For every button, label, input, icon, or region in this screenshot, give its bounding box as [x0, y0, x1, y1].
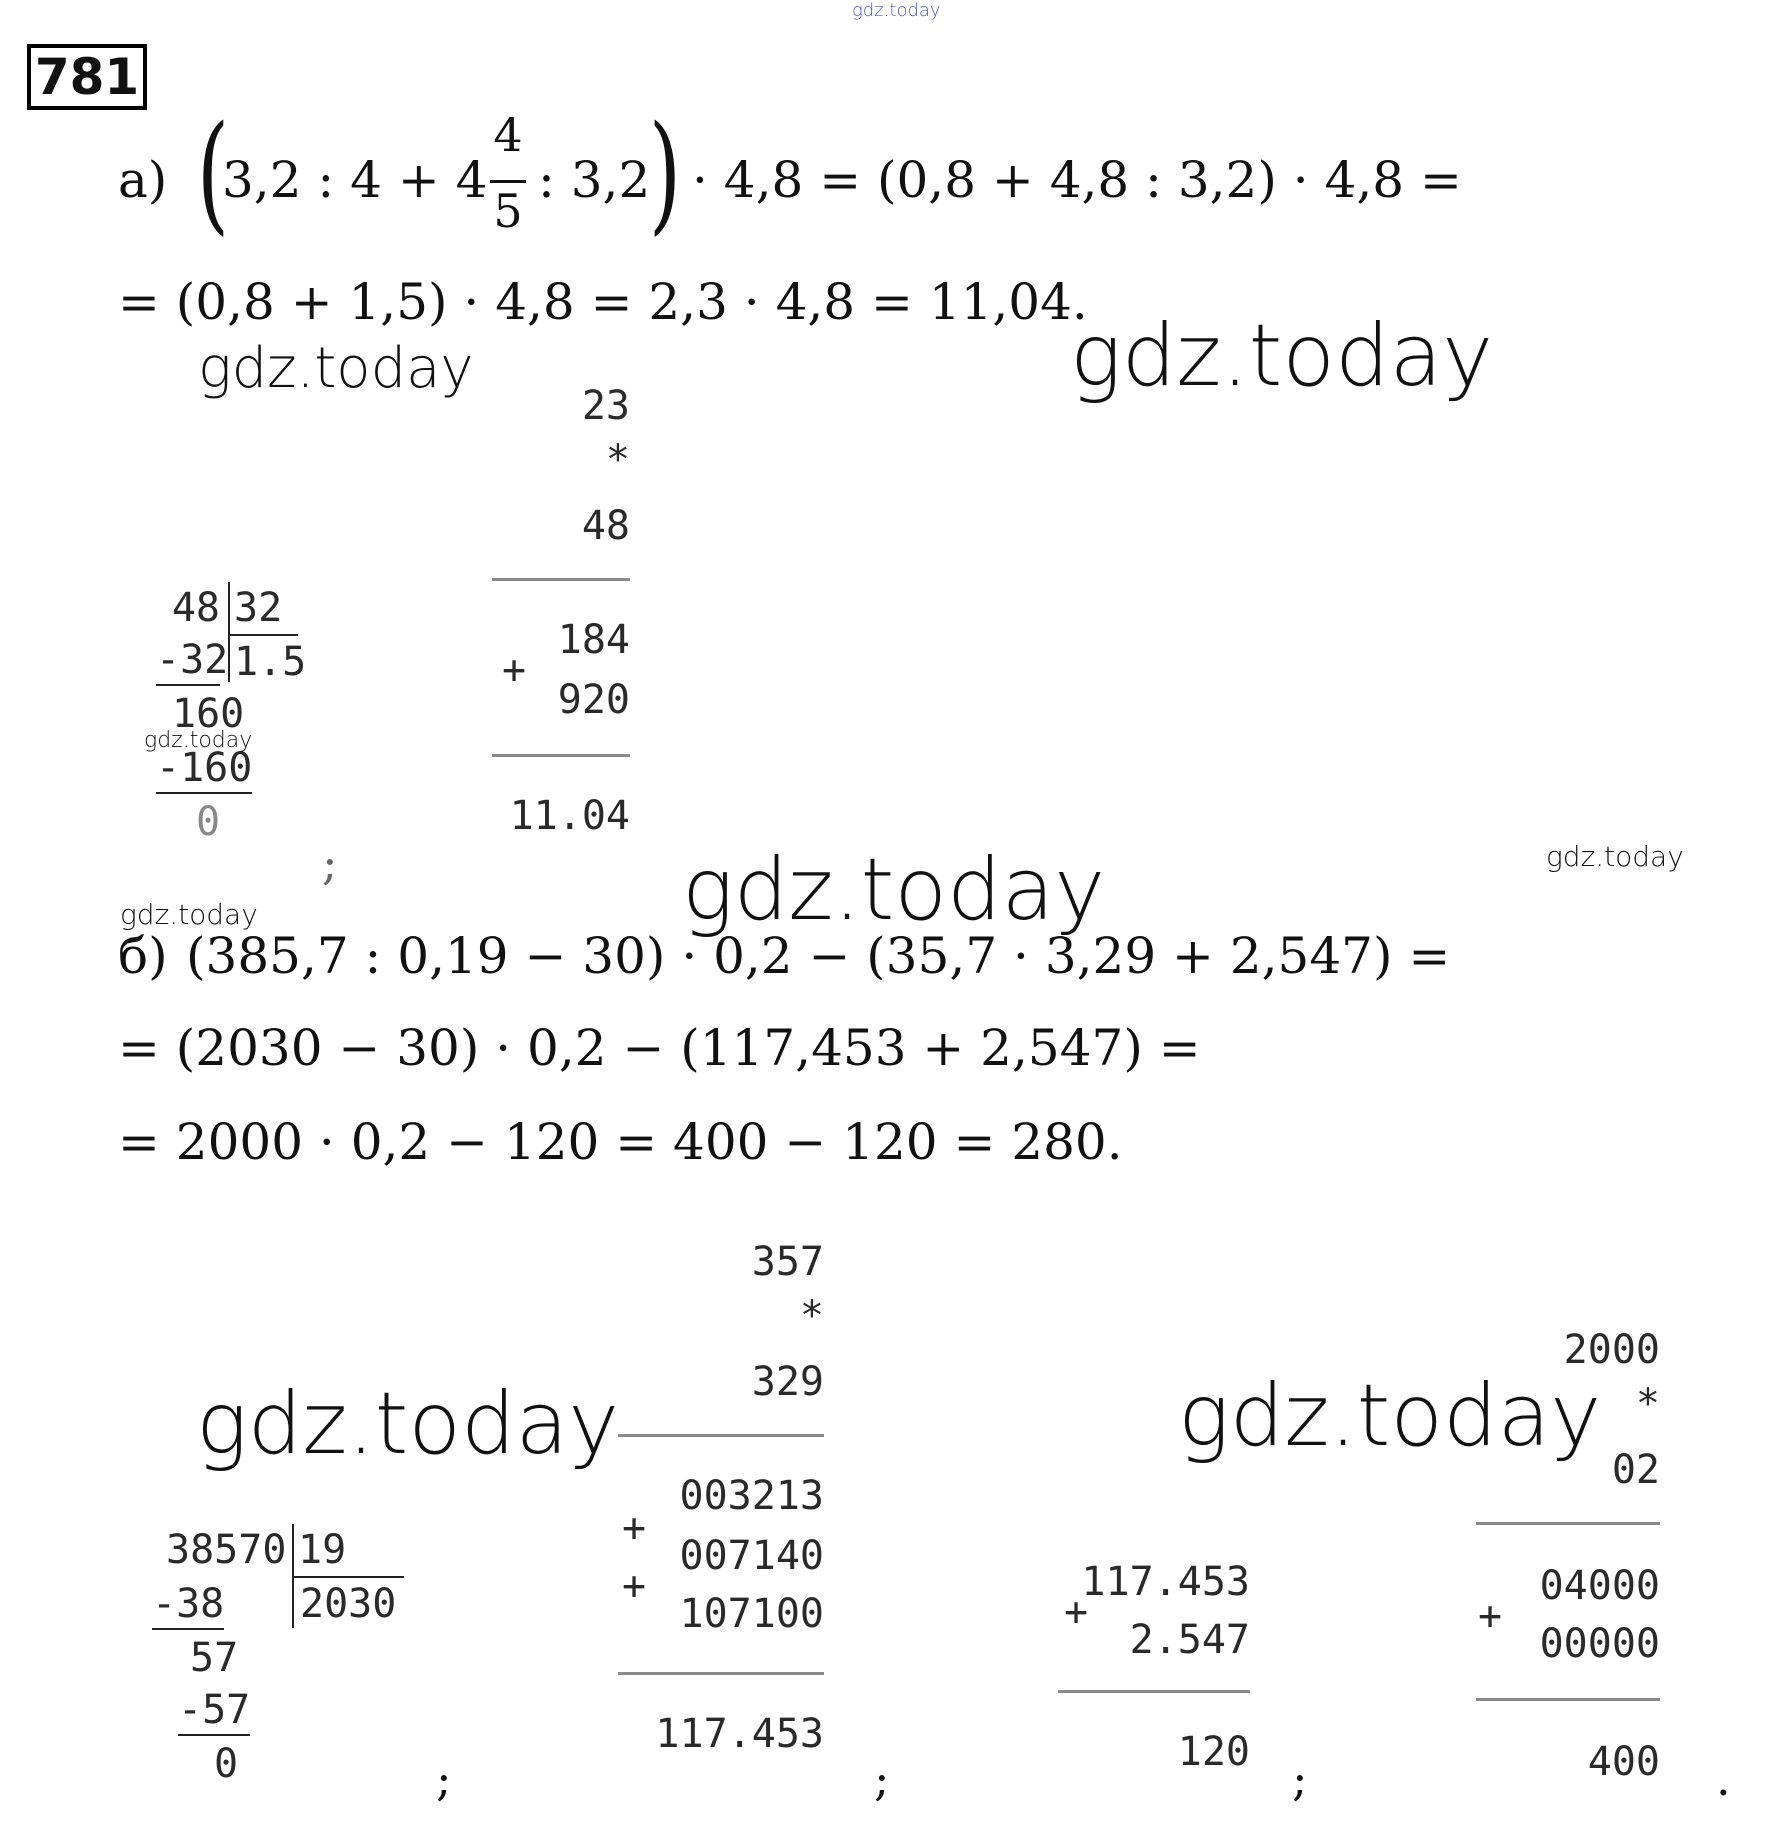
division-divisor: 32: [234, 585, 283, 631]
mult-rule-2: [618, 1672, 824, 1675]
mult-partial1: 184: [557, 617, 630, 663]
part-a-line2: = (0,8 + 1,5) · 4,8 = 2,3 · 4,8 = 11,04.: [118, 273, 1088, 331]
watermark-large: gdz.today: [1178, 1366, 1602, 1466]
problem-number: 781: [27, 44, 147, 110]
division-sub2: -57: [178, 1686, 250, 1736]
mult-rule-1: [618, 1434, 824, 1437]
add-top: 117.453: [1081, 1559, 1250, 1605]
division-sub2: -160: [156, 744, 252, 794]
mult-bottom: 02: [1611, 1447, 1660, 1493]
mult-result: 11.04: [509, 793, 630, 839]
add-bottom: 2.547: [1129, 1617, 1250, 1663]
watermark: gdz.today: [198, 336, 474, 401]
mult-operator: *: [799, 1293, 824, 1339]
mult-partial1: 003213: [679, 1473, 824, 1519]
mult-operator: *: [1635, 1381, 1660, 1427]
separator-semicolon: ;: [436, 1752, 452, 1806]
left-paren: (: [196, 99, 230, 248]
part-b-line1: (385,7 : 0,19 − 30) · 0,2 − (35,7 · 3,29 + 2,547) =: [186, 927, 1451, 985]
division-dividend: 48: [171, 585, 220, 631]
division-rem1: 57: [190, 1635, 239, 1681]
right-paren: ): [648, 99, 682, 248]
part-b-label: б): [118, 927, 168, 985]
mult-bottom: 48: [581, 503, 630, 549]
watermark-small: gdz.today: [144, 728, 253, 753]
division-bar: [228, 582, 230, 682]
watermark-large: gdz.today: [196, 1374, 620, 1474]
mult-rule-1: [492, 578, 630, 581]
separator-period: .: [1716, 1752, 1731, 1806]
mult-result: 400: [1587, 1739, 1660, 1785]
watermark-top: gdz.today: [852, 0, 941, 21]
division-dividend: 38570: [166, 1527, 287, 1573]
mult-plus: +: [502, 647, 527, 693]
division-sub1: -38: [152, 1580, 224, 1630]
mult-top: 2000: [1563, 1327, 1660, 1373]
mult-partial2: 920: [557, 677, 630, 723]
add-plus: +: [1064, 1589, 1089, 1635]
add-result: 120: [1177, 1729, 1250, 1775]
division-quotient: 2030: [300, 1581, 397, 1627]
add-rule: [1058, 1690, 1250, 1693]
mult-operator: *: [605, 437, 630, 483]
mult-rule-2: [492, 754, 630, 757]
division-rem1: 160: [172, 691, 245, 737]
part-a-label: а): [118, 151, 168, 209]
fraction-denominator: 5: [493, 184, 523, 238]
watermark-large: gdz.today: [682, 840, 1106, 940]
division-divisor: 19: [298, 1527, 347, 1573]
separator-semicolon: ;: [322, 836, 338, 890]
watermark-small: gdz.today: [120, 898, 258, 931]
part-b-line3: = 2000 · 0,2 − 120 = 400 − 120 = 280.: [118, 1113, 1123, 1171]
mult-plus-2: +: [622, 1563, 647, 1609]
part-a-expr-post: · 4,8 = (0,8 + 4,8 : 3,2) · 4,8 =: [692, 151, 1462, 209]
part-a-expr-pre: 3,2 : 4 + 4: [222, 151, 488, 209]
mult-partial3: 107100: [679, 1591, 824, 1637]
mult-top: 23: [581, 383, 630, 429]
mult-result: 117.453: [655, 1711, 824, 1757]
mult-top: 357: [751, 1239, 824, 1285]
mult-partial2: 007140: [679, 1533, 824, 1579]
separator-semicolon: ;: [874, 1752, 890, 1806]
divisor-underline: [230, 634, 298, 636]
mult-partial2: 00000: [1539, 1621, 1660, 1667]
watermark-small: gdz.today: [1546, 840, 1684, 873]
mult-plus: +: [1478, 1593, 1503, 1639]
part-a-expr-mid: : 3,2: [538, 151, 651, 209]
watermark-large: gdz.today: [1070, 306, 1494, 406]
part-b-line2: = (2030 − 30) · 0,2 − (117,453 + 2,547) =: [118, 1019, 1201, 1077]
division-result: 0: [196, 799, 221, 845]
division-quotient: 1.5: [234, 639, 307, 685]
mult-plus-1: +: [622, 1505, 647, 1551]
fraction-bar: [490, 180, 526, 183]
mult-rule-1: [1476, 1522, 1660, 1525]
divisor-underline: [294, 1576, 404, 1578]
mult-bottom: 329: [751, 1359, 824, 1405]
division-result: 0: [214, 1741, 239, 1787]
separator-semicolon: ;: [1292, 1752, 1308, 1806]
fraction-numerator: 4: [493, 108, 523, 162]
mult-rule-2: [1476, 1698, 1660, 1701]
division-sub1: -32: [156, 636, 220, 686]
mult-partial1: 04000: [1539, 1563, 1660, 1609]
